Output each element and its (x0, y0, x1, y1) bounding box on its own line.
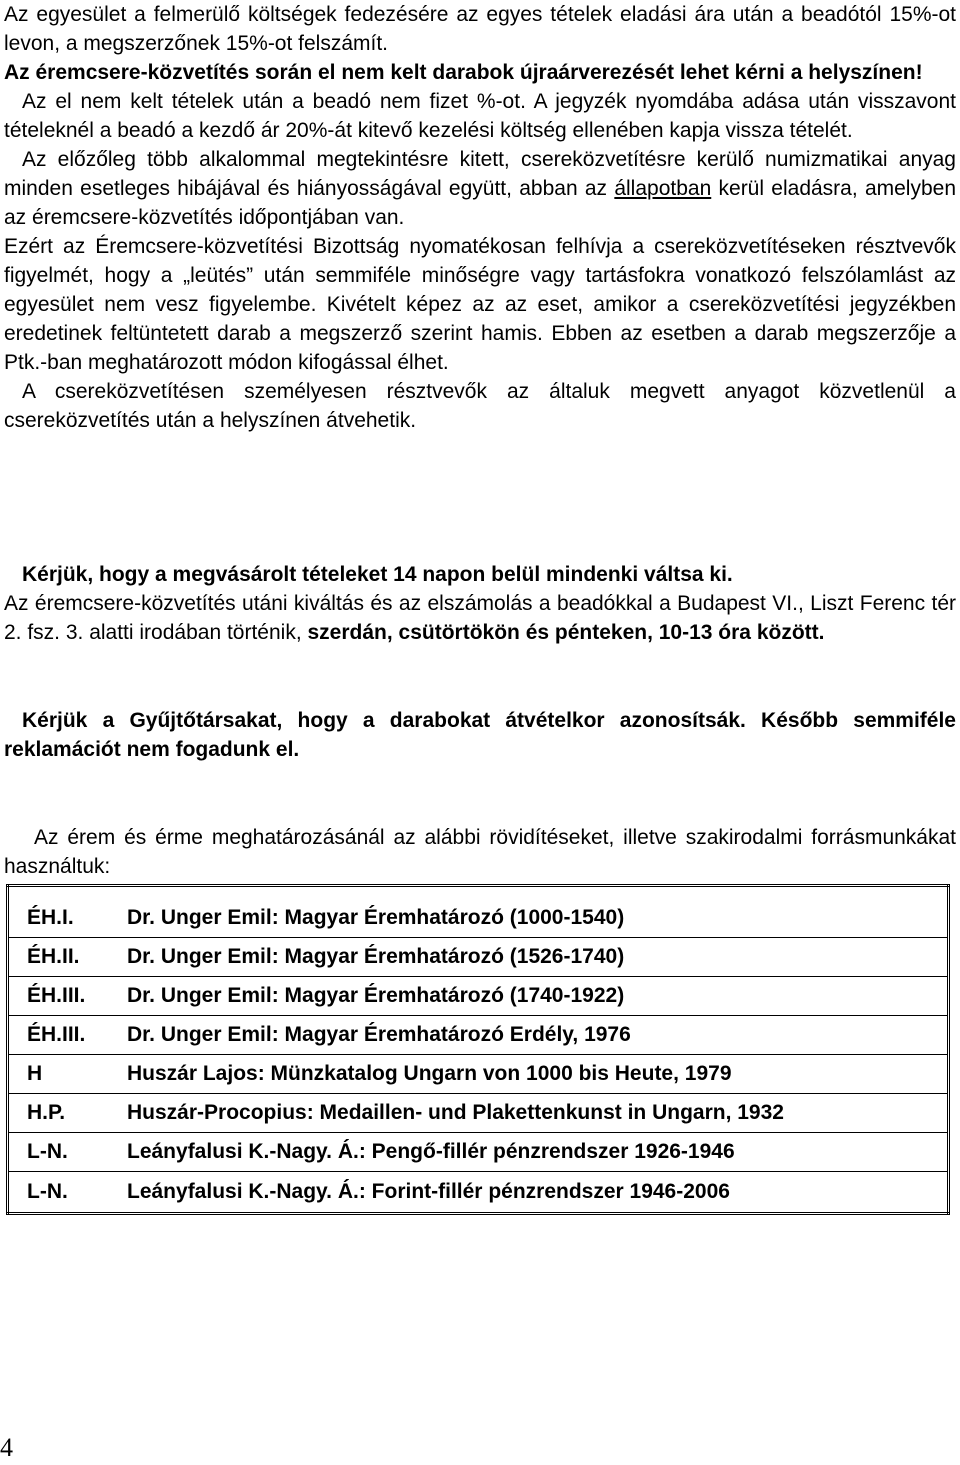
pickup-deadline-notice: Kérjük, hogy a megvásárolt tételeket 14 napon belül mindenki váltsa ki. (22, 563, 733, 586)
page-number: 4 (0, 1433, 13, 1462)
reference-abbreviation: ÉH.II. (8, 938, 128, 977)
pickup-location-paragraph: Az éremcsere-közvetítés utáni kiváltás és az elszámolás a beadókkal a Budapest VI., Liszt Ferenc tér 2. fsz. 3. alatti irodában történik, szerdán, csütörtökön és pénteken, 10-13 óra között. (4, 592, 956, 644)
identify-notice: Kérjük a Gyűjtőtársakat, hogy a darabokat átvételkor azonosítsák. Később semmiféle reklamációt nem fogadunk el. (4, 709, 956, 761)
pickup-on-site-paragraph: A csereközvetítésen személyesen résztvevők az általuk megvett anyagot közvetlenül a csereközvetítés után a helyszínen átvehetik. (4, 380, 956, 432)
reference-row (8, 1055, 949, 1094)
reference-abbreviation: ÉH.III. (8, 1016, 128, 1055)
reference-abbreviation: H.P. (8, 1094, 128, 1133)
reference-row (8, 1133, 949, 1172)
reference-title: Leányfalusi K.-Nagy. Á.: Forint-fillér pénzrendszer 1946-2006 (127, 1180, 730, 1203)
reference-abbreviation: ÉH.I. (8, 886, 128, 938)
unsold-items-paragraph: Az el nem kelt tételek után a beadó nem fizet %-ot. A jegyzék nyomdába adása után visszavont tételeknél a beadó a kezdő ár 20%-át kitevő kezelési költség ellenében kapja vissza tételét. (4, 90, 956, 142)
underlined-word: állapotban (614, 177, 712, 200)
reference-title: Dr. Unger Emil: Magyar Éremhatározó (1740-1922) (127, 977, 949, 1016)
reference-abbreviation: H (8, 1055, 128, 1094)
reference-row (8, 1172, 949, 1214)
reference-title: Dr. Unger Emil: Magyar Éremhatározó (1526-1740) (127, 938, 949, 977)
reference-abbreviation: L-N. (27, 1180, 68, 1203)
reference-row (8, 886, 949, 938)
reference-title: Dr. Unger Emil: Magyar Éremhatározó (1000-1540) (127, 886, 949, 938)
reference-row (8, 938, 949, 977)
reference-abbreviation: ÉH.III. (8, 977, 128, 1016)
condition-paragraph: Az előzőleg több alkalommal megtekintésre kitett, csereközvetítésre kerülő numizmatikai anyag minden esetleges hibájával és hiányosságával együtt, abban az állapotban kerül eladásra, amelyben az éremcsere-közvetítés időpontjában van. (4, 148, 956, 229)
reference-abbreviation: L-N. (8, 1133, 128, 1172)
reference-row (8, 1094, 949, 1133)
reference-title: Leányfalusi K.-Nagy. Á.: Pengő-fillér pénzrendszer 1926-1946 (127, 1133, 949, 1172)
identify-section (4, 706, 956, 764)
commission-paragraph: Az egyesület a felmerülő költségek fedezésére az egyes tételek eladási ára után a beadótól 15%-ot levon, a megszerzőnek 15%-ot felszámít. (4, 3, 956, 55)
reference-title: Huszár Lajos: Münzkatalog Ungarn von 1000 bis Heute, 1979 (127, 1055, 949, 1094)
references-table (6, 884, 950, 1215)
reference-row (8, 1016, 949, 1055)
terms-section (4, 0, 956, 464)
reference-title: Huszár-Procopius: Medaillen- und Plakettenkunst in Ungarn, 1932 (127, 1094, 949, 1133)
complaint-paragraph: Ezért az Éremcsere-közvetítési Bizottság nyomatékosan felhívja a csereközvetítéseken résztvevők figyelmét, hogy a „leütés” után semmiféle minőségre vagy tartásfokra vonatkozó felszólamlást az egyesület nem vesz figyelembe. Kivételt képez az az eset, amikor a csereközvetítési jegyzékben eredetinek feltüntetett darab a megszerző szerint hamis. Ebben az esetben a darab megszerzője a Ptk.-ban meghatározott módon kifogással élhet. (4, 235, 956, 374)
reference-row (8, 977, 949, 1016)
pickup-section (4, 560, 956, 647)
reauction-paragraph: Az éremcsere-közvetítés során el nem kelt darabok újraárverezését lehet kérni a helyszínen! (4, 61, 923, 84)
pickup-hours: szerdán, csütörtökön és pénteken, 10-13 óra között. (307, 621, 825, 644)
abbreviations-intro: Az érem és érme meghatározásánál az alábbi rövidítéseket, illetve szakirodalmi forrásmunkákat használtuk: (4, 826, 956, 878)
reference-title: Dr. Unger Emil: Magyar Éremhatározó Erdély, 1976 (127, 1016, 949, 1055)
